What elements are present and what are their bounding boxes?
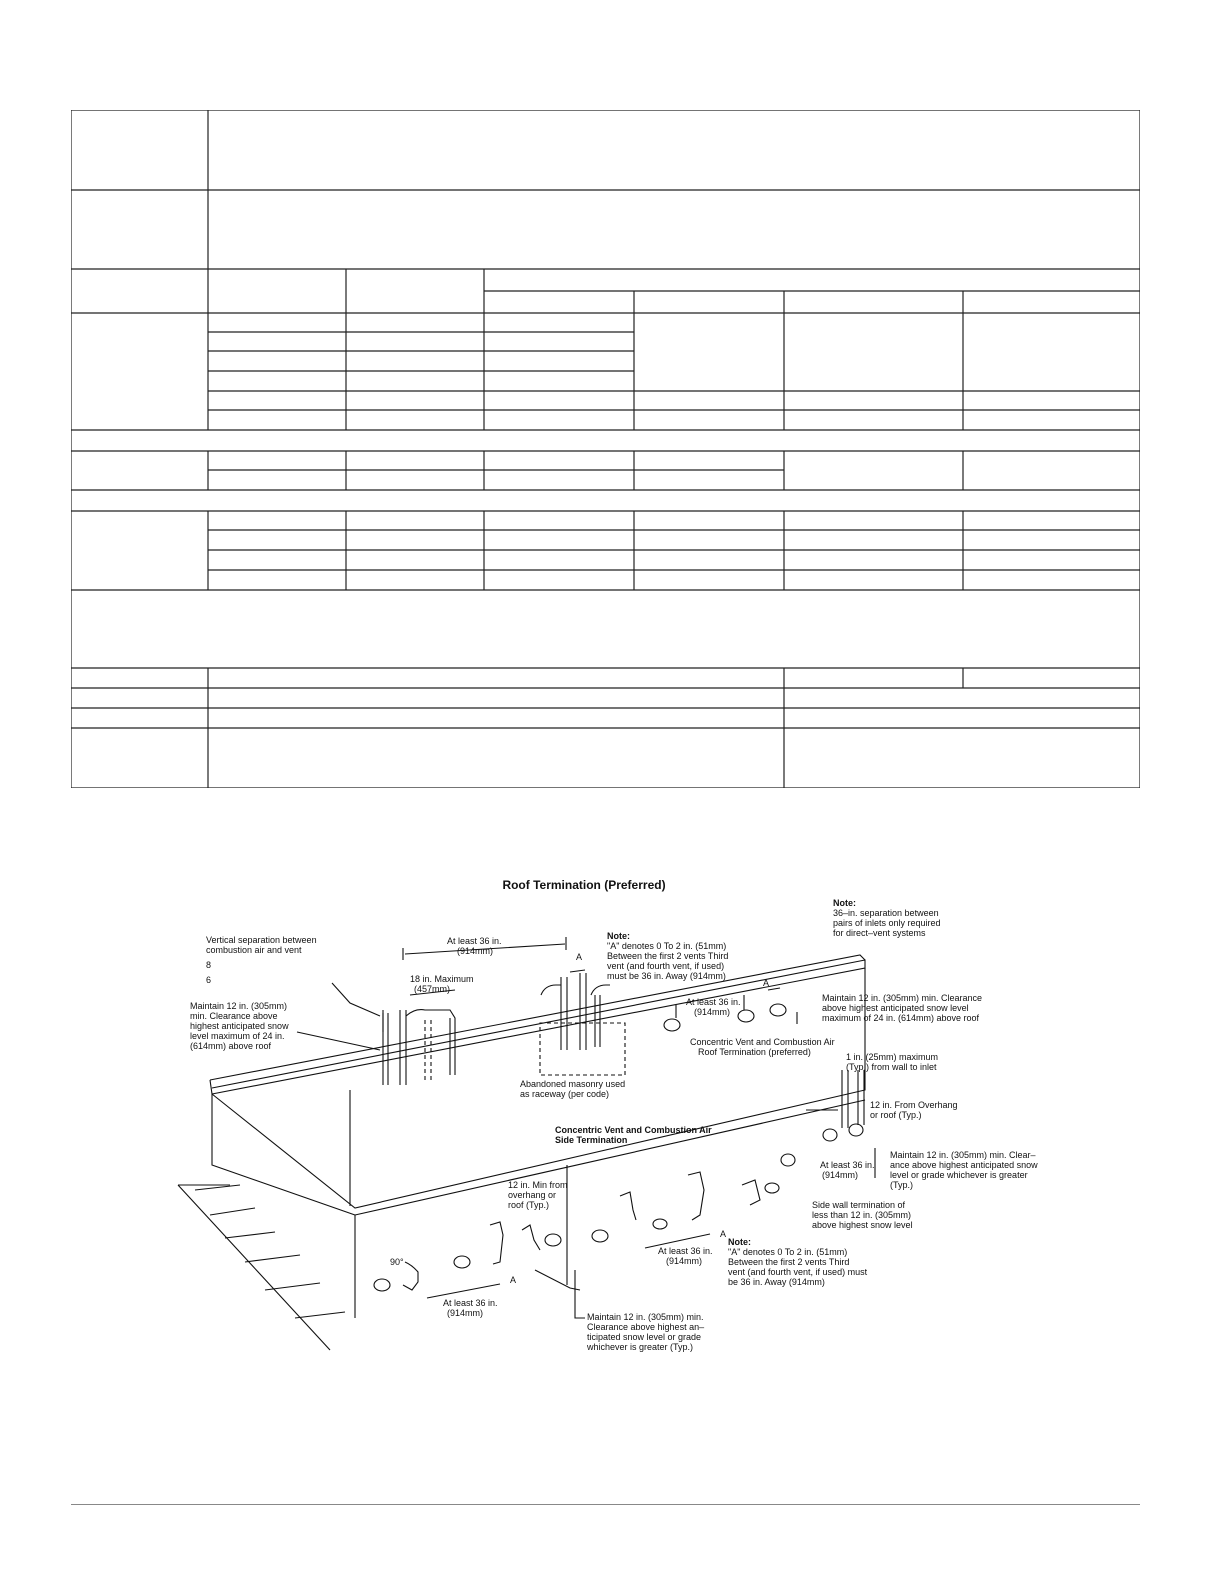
- label-overhang: or roof (Typ.): [870, 1110, 922, 1120]
- label-note: must be 36 in. Away (914mm): [607, 971, 726, 981]
- diagram-title-text: Roof Termination (Preferred): [502, 878, 666, 892]
- label-note3: Note:: [728, 1237, 751, 1247]
- label-note2: 36–in. separation between: [833, 908, 939, 918]
- label-maintain: (614mm) above roof: [190, 1041, 272, 1051]
- label-at-least-36: (914mm): [457, 946, 494, 956]
- label-at-least-b: (914mm): [666, 1256, 703, 1266]
- label-a-mark: A: [763, 978, 770, 988]
- label-maintain-side: level or grade whichever is greater: [890, 1170, 1028, 1180]
- label-maintain-side: Maintain 12 in. (305mm) min. Clear–: [890, 1150, 1036, 1160]
- label-value-6: 6: [206, 975, 212, 985]
- label-at-least-side: At least 36 in.: [820, 1160, 875, 1170]
- label-a-mark: A: [510, 1275, 517, 1285]
- label-overhang: 12 in. From Overhang: [870, 1100, 958, 1110]
- label-angle: 90°: [390, 1257, 404, 1267]
- label-min-overhang: roof (Typ.): [508, 1200, 550, 1210]
- label-side-title: Side Termination: [555, 1135, 628, 1145]
- label-at-least-c: (914mm): [447, 1308, 484, 1318]
- label-maintain-roof: Maintain 12 in. (305mm) min. Clearance: [822, 993, 983, 1003]
- label-vertical-separation: Vertical separation between: [206, 935, 317, 945]
- label-a-mark: A: [576, 952, 583, 962]
- label-combustion-air: combustion air and vent: [206, 945, 302, 955]
- label-concentric-36: (914mm): [694, 1007, 731, 1017]
- label-maintain-bottom: ticipated snow level or grade: [587, 1332, 702, 1342]
- label-at-least-side: (914mm): [822, 1170, 859, 1180]
- label-maintain-bottom: whichever is greater (Typ.): [587, 1342, 694, 1352]
- label-18-max: (457mm): [414, 984, 451, 994]
- label-inlet: (Typ.) from wall to inlet: [846, 1062, 937, 1072]
- label-concentric-36: At least 36 in.: [686, 997, 741, 1007]
- label-maintain: highest anticipated snow: [190, 1021, 289, 1031]
- label-concentric-roof: Roof Termination (preferred): [698, 1047, 811, 1057]
- label-a-mark: A: [720, 1229, 727, 1239]
- label-note3: Between the first 2 vents Third: [728, 1257, 850, 1267]
- label-note: "A" denotes 0 To 2 in. (51mm): [607, 941, 727, 951]
- footer-rule: [71, 1504, 1140, 1505]
- label-concentric-roof: Concentric Vent and Combustion Air: [690, 1037, 835, 1047]
- label-at-least-36: At least 36 in.: [447, 936, 502, 946]
- label-18-max: 18 in. Maximum: [410, 974, 474, 984]
- label-sidewall: above highest snow level: [812, 1220, 913, 1230]
- label-note: vent (and fourth vent, if used): [607, 961, 725, 971]
- label-maintain: level maximum of 24 in.: [190, 1031, 285, 1041]
- label-value-8: 8: [206, 960, 212, 970]
- label-maintain-roof: above highest anticipated snow level: [822, 1003, 969, 1013]
- label-maintain-side: ance above highest anticipated snow: [890, 1160, 1038, 1170]
- label-maintain-bottom: Maintain 12 in. (305mm) min.: [587, 1312, 704, 1322]
- label-inlet: 1 in. (25mm) maximum: [846, 1052, 939, 1062]
- label-masonry: Abandoned masonry used: [520, 1079, 626, 1089]
- label-min-overhang: 12 in. Min from: [508, 1180, 568, 1190]
- label-min-overhang: overhang or: [508, 1190, 557, 1200]
- label-maintain-side: (Typ.): [890, 1180, 914, 1190]
- label-sidewall: Side wall termination of: [812, 1200, 906, 1210]
- label-note2: for direct–vent systems: [833, 928, 926, 938]
- label-note3: vent (and fourth vent, if used) must: [728, 1267, 868, 1277]
- label-sidewall: less than 12 in. (305mm): [812, 1210, 912, 1220]
- label-at-least-b: At least 36 in.: [658, 1246, 713, 1256]
- label-maintain-bottom: Clearance above highest an–: [587, 1322, 705, 1332]
- label-maintain: min. Clearance above: [190, 1011, 278, 1021]
- label-note3: be 36 in. Away (914mm): [728, 1277, 825, 1287]
- label-note2: Note:: [833, 898, 856, 908]
- label-maintain: Maintain 12 in. (305mm): [190, 1001, 288, 1011]
- label-note: Between the first 2 vents Third: [607, 951, 729, 961]
- label-masonry: as raceway (per code): [520, 1089, 610, 1099]
- label-maintain-roof: maximum of 24 in. (614mm) above roof: [822, 1013, 980, 1023]
- label-note3: "A" denotes 0 To 2 in. (51mm): [728, 1247, 848, 1257]
- label-at-least-c: At least 36 in.: [443, 1298, 498, 1308]
- label-side-title: Concentric Vent and Combustion Air: [555, 1125, 712, 1135]
- label-note: Note:: [607, 931, 630, 941]
- label-note2: pairs of inlets only required: [833, 918, 941, 928]
